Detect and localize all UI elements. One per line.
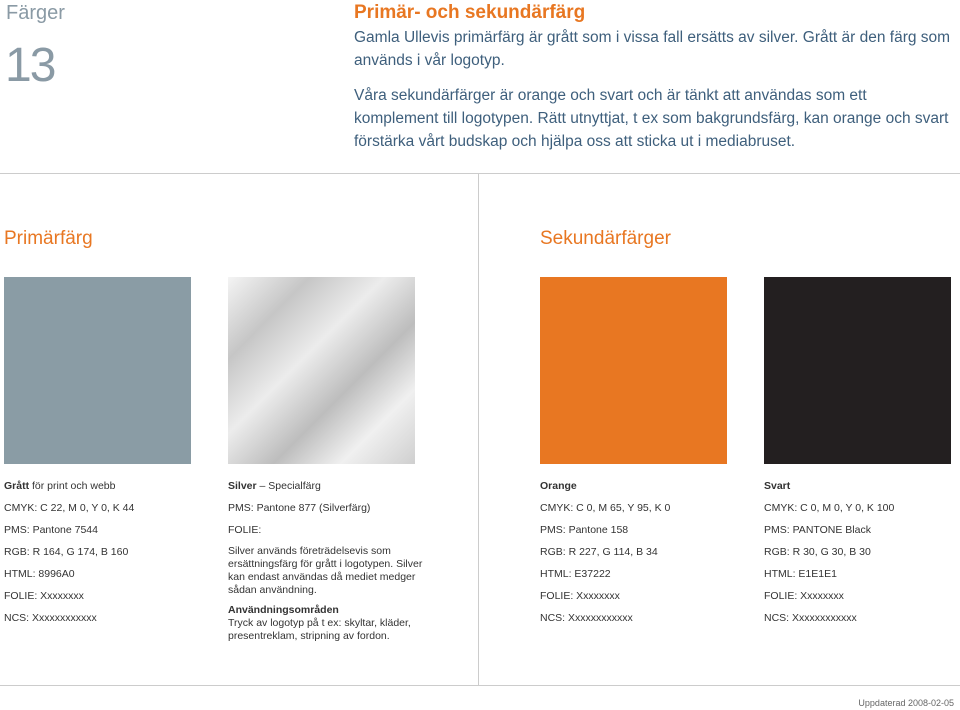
silver-pms: PMS: Pantone 877 (Silverfärg) xyxy=(228,502,371,514)
gray-swatch xyxy=(4,277,191,464)
silver-info xyxy=(228,479,428,649)
silver-folie: FOLIE: xyxy=(228,524,262,536)
column-divider xyxy=(478,173,479,685)
black-name: Svart xyxy=(764,480,791,492)
orange-ncs: NCS: Xxxxxxxxxxxx xyxy=(540,612,633,624)
gray-cmyk: CMYK: C 22, M 0, Y 0, K 44 xyxy=(4,502,135,514)
section-label: Färger xyxy=(6,2,65,24)
orange-name: Orange xyxy=(540,480,577,492)
gray-title xyxy=(4,479,200,501)
silver-name-suffix: – Specialfärg xyxy=(256,480,321,492)
black-info xyxy=(764,479,960,633)
intro-paragraph-2: Våra sekundärfärger är orange och svart och är tänkt att användas som ett komplement till logotypen. Rätt utnyttjat, t ex som bakgrundsfärg, kan orange och svart förstärka vårt budskap och hjälpa oss att sticka ut i mediabruset. xyxy=(354,87,949,150)
black-folie: FOLIE: Xxxxxxxx xyxy=(764,590,844,602)
orange-cmyk: CMYK: C 0, M 65, Y 95, K 0 xyxy=(540,502,671,514)
orange-folie: FOLIE: Xxxxxxxx xyxy=(540,590,620,602)
gray-html: HTML: 8996A0 xyxy=(4,568,75,580)
intro-block xyxy=(354,2,954,163)
gray-ncs: NCS: Xxxxxxxxxxxx xyxy=(4,612,97,624)
gray-pms: PMS: Pantone 7544 xyxy=(4,524,98,536)
silver-usage-title: Användningsområden xyxy=(228,604,339,616)
top-divider xyxy=(0,173,960,174)
intro-paragraph-1: Gamla Ullevis primärfärg är grått som i vissa fall ersätts av silver. Grått är den färg som används i vår logotyp. xyxy=(354,29,951,69)
black-pms: PMS: PANTONE Black xyxy=(764,524,871,536)
page-number: 13 xyxy=(5,39,55,92)
black-html: HTML: E1E1E1 xyxy=(764,568,837,580)
primary-heading: Primärfärg xyxy=(4,228,93,249)
black-rgb: RGB: R 30, G 30, B 30 xyxy=(764,546,871,558)
black-cmyk: CMYK: C 0, M 0, Y 0, K 100 xyxy=(764,502,895,514)
gray-folie: FOLIE: Xxxxxxxx xyxy=(4,590,84,602)
silver-title xyxy=(228,479,428,501)
orange-info xyxy=(540,479,736,633)
intro-title: Primär- och sekundärfärg xyxy=(354,2,586,23)
orange-html: HTML: E37222 xyxy=(540,568,611,580)
orange-pms: PMS: Pantone 158 xyxy=(540,524,629,536)
black-ncs: NCS: Xxxxxxxxxxxx xyxy=(764,612,857,624)
gray-name-suffix: för print och webb xyxy=(29,480,116,492)
gray-info xyxy=(4,479,200,633)
orange-swatch xyxy=(540,277,727,464)
silver-name: Silver xyxy=(228,480,257,492)
silver-note: Silver används företrädelsevis som ersättningsfärg för grått i logotypen. Silver kan endast användas då mediet medger sådan användning. xyxy=(228,545,423,596)
gray-rgb: RGB: R 164, G 174, B 160 xyxy=(4,546,129,558)
secondary-heading: Sekundärfärger xyxy=(540,228,671,249)
orange-rgb: RGB: R 227, G 114, B 34 xyxy=(540,546,658,558)
silver-swatch xyxy=(228,277,415,464)
gray-name: Grått xyxy=(4,480,30,492)
bottom-divider xyxy=(0,685,960,686)
black-swatch xyxy=(764,277,951,464)
silver-usage-text: Tryck av logotyp på t ex: skyltar, kläder, presentreklam, stripning av fordon. xyxy=(228,617,411,642)
updated-date: Uppdaterad 2008-02-05 xyxy=(858,698,954,708)
